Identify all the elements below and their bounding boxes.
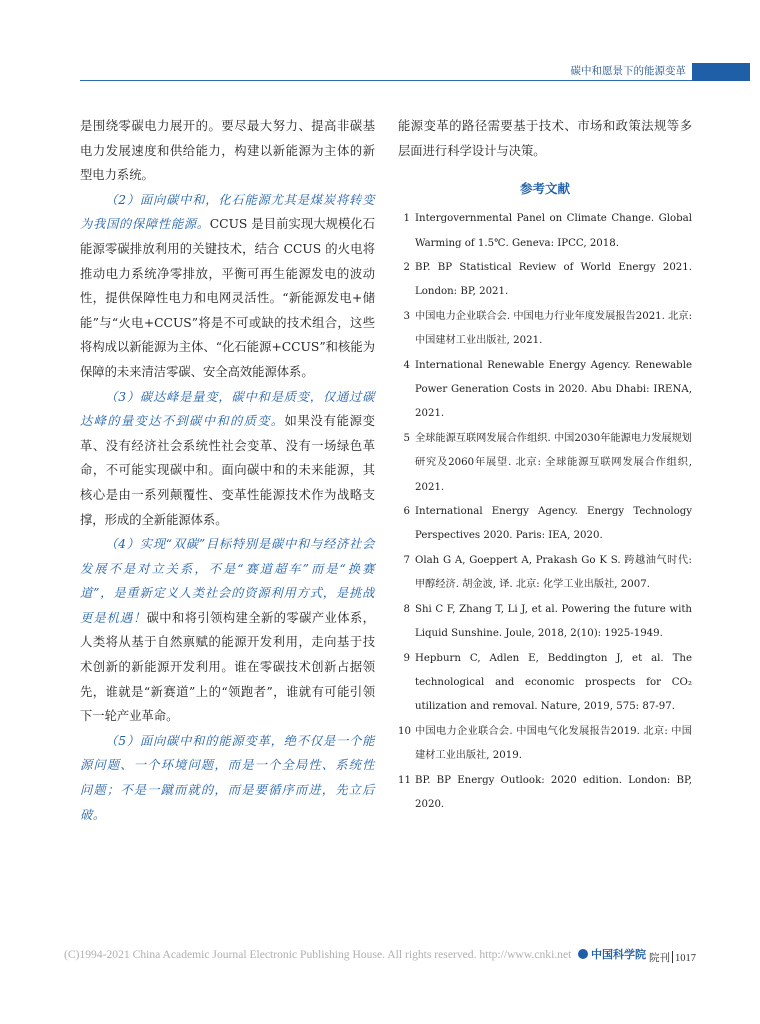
reference-item	[398, 207, 692, 256]
highlight-2: （2）面向碳中和，化石能源尤其是煤炭将转变为我国的保障性能源。	[80, 192, 375, 232]
reference-text: BP. BP Statistical Review of World Energy 2021. London: BP, 2021.	[415, 262, 692, 298]
reference-item	[398, 256, 692, 305]
paragraph-4: （4）实现“双碳”目标特别是碳中和与经济社会发展不是对立关系，不是“赛道超车”而是“换赛道”，是重新定义人类社会的资源利用方式，是挑战更是机遇！碳中和将引领构建全新的零碳产业体系，人类将从基于自然禀赋的能源开发利用，走向基于技术创新的新能源开发利用。谁在零碳技术创新占据领先，谁就是“新赛道”上的“领跑者”，谁就有可能引领下一轮产业革命。	[80, 537, 375, 724]
reference-text: 中国电力企业联合会. 中国电气化发展报告2019. 北京: 中国建材工业出版社, 2019.	[415, 725, 692, 762]
reference-number: 4	[403, 359, 410, 371]
reference-item	[398, 647, 692, 720]
paragraph-3: （3）碳达峰是量变，碳中和是质变，仅通过碳达峰的量变达不到碳中和的质变。如果没有能源变革、没有经济社会系统性社会变革、没有一场绿色革命，不可能实现碳中和。面向碳中和的未来能源，其核心是由一系列颠覆性、变革性能源技术作为战略支撑，形成的全新能源体系。	[80, 389, 375, 527]
header-accent-bar	[692, 63, 750, 81]
reference-number: 1	[403, 213, 410, 225]
reference-number: 6	[403, 506, 410, 518]
reference-text: International Energy Agency. Energy Technology Perspectives 2020. Paris: IEA, 2020.	[415, 506, 692, 542]
right-column	[398, 114, 692, 817]
reference-number: 5	[403, 432, 410, 444]
reference-text: 中国电力企业联合会. 中国电力行业年度发展报告2021. 北京: 中国建材工业出版社, 2021.	[415, 310, 692, 347]
reference-item	[398, 769, 692, 818]
header-rule	[80, 80, 692, 81]
paragraph-continued: 能源变革的路径需要基于技术、市场和政策法规等多层面进行科学设计与决策。	[398, 119, 692, 158]
reference-item	[398, 305, 692, 354]
reference-text: Olah G A, Goeppert A, Prakash Go K S. 跨越油气时代: 甲醇经济. 胡金波, 译. 北京: 化学工业出版社, 2007.	[415, 554, 692, 591]
reference-text: BP. BP Energy Outlook: 2020 edition. London: BP, 2020.	[415, 774, 692, 810]
reference-list	[398, 207, 692, 817]
references-heading: 参考文献	[519, 181, 570, 197]
reference-number: 11	[398, 774, 411, 786]
left-column	[80, 114, 375, 827]
journal-brand: 中国科学院	[578, 946, 646, 962]
reference-item	[398, 549, 692, 598]
reference-text: Shi C F, Zhang T, Li J, et al. Powering the future with Liquid Sunshine. Joule, 2018, 2(10): 1925-1949.	[415, 603, 692, 640]
reference-number: 7	[403, 554, 410, 566]
reference-text: International Renewable Energy Agency. Renewable Power Generation Costs in 2020. Abu Dhabi: IRENA, 2021.	[415, 359, 692, 420]
reference-number: 9	[403, 652, 410, 664]
reference-number: 8	[403, 603, 410, 615]
reference-item	[398, 598, 692, 647]
highlight-3: （3）碳达峰是量变，碳中和是质变，仅通过碳达峰的量变达不到碳中和的质变。	[80, 389, 375, 429]
paragraph-5	[80, 729, 375, 827]
highlight-4: （4）实现“双碳”目标特别是碳中和与经济社会发展不是对立关系，不是“赛道超车”而是“换赛道”，是重新定义人类社会的资源利用方式，是挑战更是机遇！	[80, 537, 375, 625]
paragraph-2: （2）面向碳中和，化石能源尤其是煤炭将转变为我国的保障性能源。CCUS 是目前实现大规模化石能源零碳排放利用的关键技术，结合 CCUS 的火电将推动电力系统净零排放，平衡可再生能源发电的波动性，提供保障性电力和电网灵活性。“新能源发电+储能”与“火电+CCUS”将是不可或缺的技术组合，这些将构成以新能源为主体、“化石能源+CCUS”和核能为保障的未来清洁零碳、安全高效能源体系。	[80, 192, 375, 379]
reference-number: 10	[398, 725, 411, 737]
highlight-5: （5）面向碳中和的能源变革，绝不仅是一个能源问题、一个环境问题，而是一个全局性、系统性问题；不是一蹴而就的，而是要循序而进，先立后破。	[80, 733, 375, 822]
cas-logo-icon	[578, 949, 588, 959]
reference-text: Intergovernmental Panel on Climate Change. Global Warming of 1.5℃. Geneva: IPCC, 2018.	[415, 213, 692, 249]
running-title: 碳中和愿景下的能源变革	[560, 63, 692, 80]
copyright-footer: (C)1994-2021 China Academic Journal Electronic Publishing House. All rights reserved. http://www.cnki.net	[64, 948, 572, 961]
reference-item	[398, 354, 692, 427]
reference-text: 全球能源互联网发展合作组织. 中国2030年能源电力发展规划研究及2060年展望. 北京: 全球能源互联网发展合作组织, 2021.	[415, 432, 692, 493]
reference-number: 3	[403, 310, 410, 322]
paragraph-1: 是围绕零碳电力展开的。要尽最大努力、提高非碳基电力发展速度和供给能力，构建以新能源为主体的新型电力系统。	[80, 119, 375, 183]
reference-item	[398, 500, 692, 549]
reference-item	[398, 427, 692, 500]
page-number: 院刊 1017	[649, 953, 696, 964]
reference-number: 2	[403, 262, 410, 273]
reference-item	[398, 720, 692, 769]
reference-text: Hepburn C, Adlen E, Beddington J, et al. The technological and economic prospects for CO₂ utilization and removal. Nature, 2019, 575: 87-97.	[415, 652, 692, 713]
